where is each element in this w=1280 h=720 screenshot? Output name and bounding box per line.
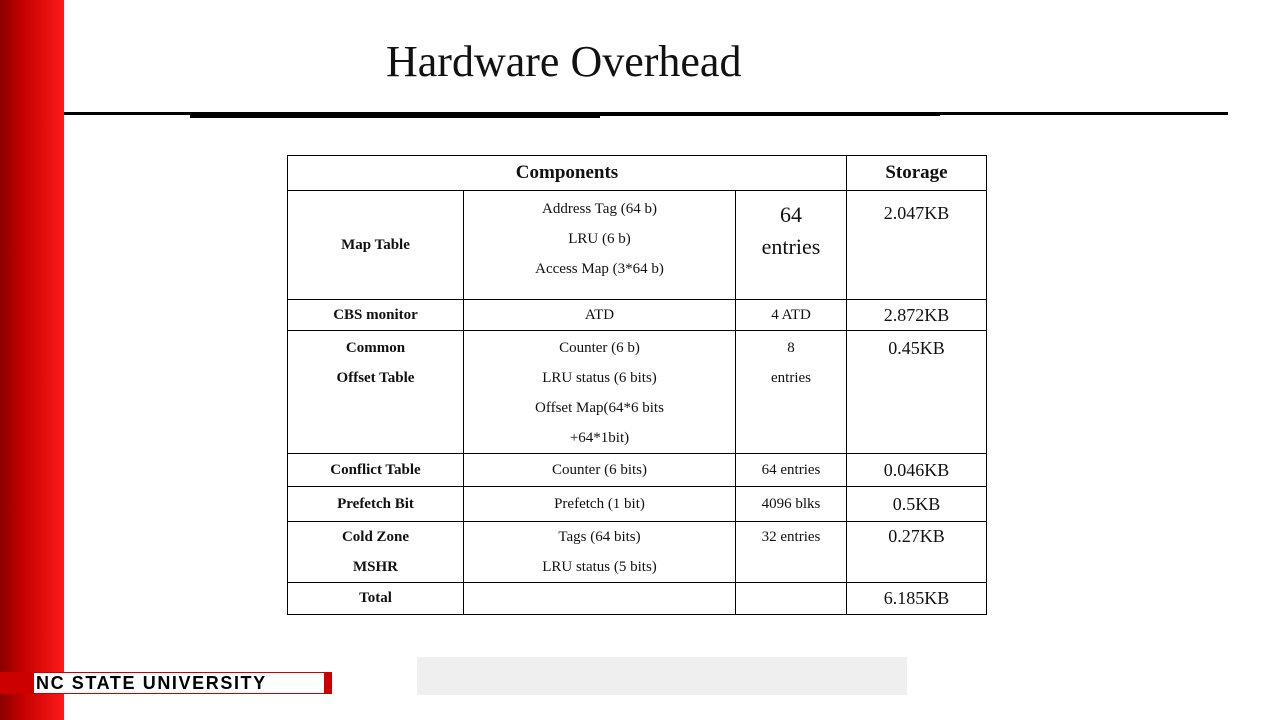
component-cell <box>288 583 464 615</box>
title-underline-accent <box>600 113 940 116</box>
field-text: +64*1bit) <box>569 430 630 446</box>
table-row-total <box>288 583 987 615</box>
fields-cell <box>464 522 736 583</box>
field-text: Tags (64 bits) <box>558 529 641 545</box>
field-text: LRU status (6 bits) <box>542 370 657 386</box>
field-text: Address Tag (64 b) <box>542 201 657 217</box>
table-row <box>288 522 987 583</box>
component-label: Map Table <box>341 236 410 253</box>
component-label: Cold Zone <box>341 529 410 545</box>
component-cell <box>288 487 464 522</box>
table-row <box>288 487 987 522</box>
component-cell <box>288 300 464 331</box>
storage-cell: 0.046KB <box>847 454 987 487</box>
count-cell <box>736 454 847 487</box>
university-logo: NC STATE UNIVERSITY <box>34 673 324 693</box>
component-label: Prefetch Bit <box>337 495 414 512</box>
count-text: 32 entries <box>761 529 821 545</box>
field-text: ATD <box>584 307 615 323</box>
storage-cell: 0.27KB <box>847 522 987 583</box>
count-cell <box>736 191 847 300</box>
fields-cell <box>464 454 736 487</box>
table-row <box>288 191 987 300</box>
component-label: Common <box>345 340 406 356</box>
count-cell <box>736 583 847 615</box>
count-cell <box>736 522 847 583</box>
count-text: 64 entries <box>761 462 821 478</box>
storage-cell: 2.872KB <box>847 300 987 331</box>
field-text: Counter (6 b) <box>559 340 640 356</box>
field-text: Offset Map(64*6 bits <box>535 400 664 416</box>
component-cell <box>288 331 464 454</box>
title-underline-accent <box>190 114 600 118</box>
storage-cell: 0.45KB <box>847 331 987 454</box>
field-text: LRU (6 b) <box>568 231 631 247</box>
fields-cell <box>464 300 736 331</box>
storage-cell: 0.5KB <box>847 487 987 522</box>
component-label: Conflict Table <box>330 461 421 478</box>
field-text: LRU status (5 bits) <box>542 559 657 575</box>
fields-cell <box>464 331 736 454</box>
side-accent-bar <box>0 0 64 720</box>
count-text: 8 <box>787 340 795 356</box>
table-header-row <box>288 156 987 191</box>
count-cell <box>736 300 847 331</box>
hardware-overhead-table <box>287 155 987 615</box>
table-row <box>288 331 987 454</box>
component-label: Offset Table <box>336 370 415 386</box>
fields-cell <box>464 191 736 300</box>
count-text: entries <box>771 370 811 386</box>
table-row <box>288 454 987 487</box>
count-cell <box>736 487 847 522</box>
component-cell <box>288 191 464 300</box>
storage-cell: 2.047KB <box>847 191 987 300</box>
count-text: 4096 blks <box>761 496 821 512</box>
component-label: CBS monitor <box>333 306 418 323</box>
fields-cell <box>464 487 736 522</box>
storage-cell: 6.185KB <box>847 583 987 615</box>
component-cell <box>288 454 464 487</box>
field-text: Access Map (3*64 b) <box>535 261 664 277</box>
component-label: MSHR <box>353 559 398 575</box>
count-text: entries <box>761 234 821 259</box>
table-row <box>288 300 987 331</box>
count-text: 64 <box>780 202 802 227</box>
field-text: Counter (6 bits) <box>552 462 647 478</box>
header-components: Components <box>288 156 847 191</box>
fields-cell <box>464 583 736 615</box>
count-cell <box>736 331 847 454</box>
field-text: Prefetch (1 bit) <box>554 496 645 512</box>
slide-title: Hardware Overhead <box>386 37 742 86</box>
count-text: 4 ATD <box>771 307 811 323</box>
header-storage: Storage <box>847 156 987 191</box>
component-cell <box>288 522 464 583</box>
blank-placeholder-box <box>417 657 907 695</box>
component-label: Total <box>359 590 392 606</box>
